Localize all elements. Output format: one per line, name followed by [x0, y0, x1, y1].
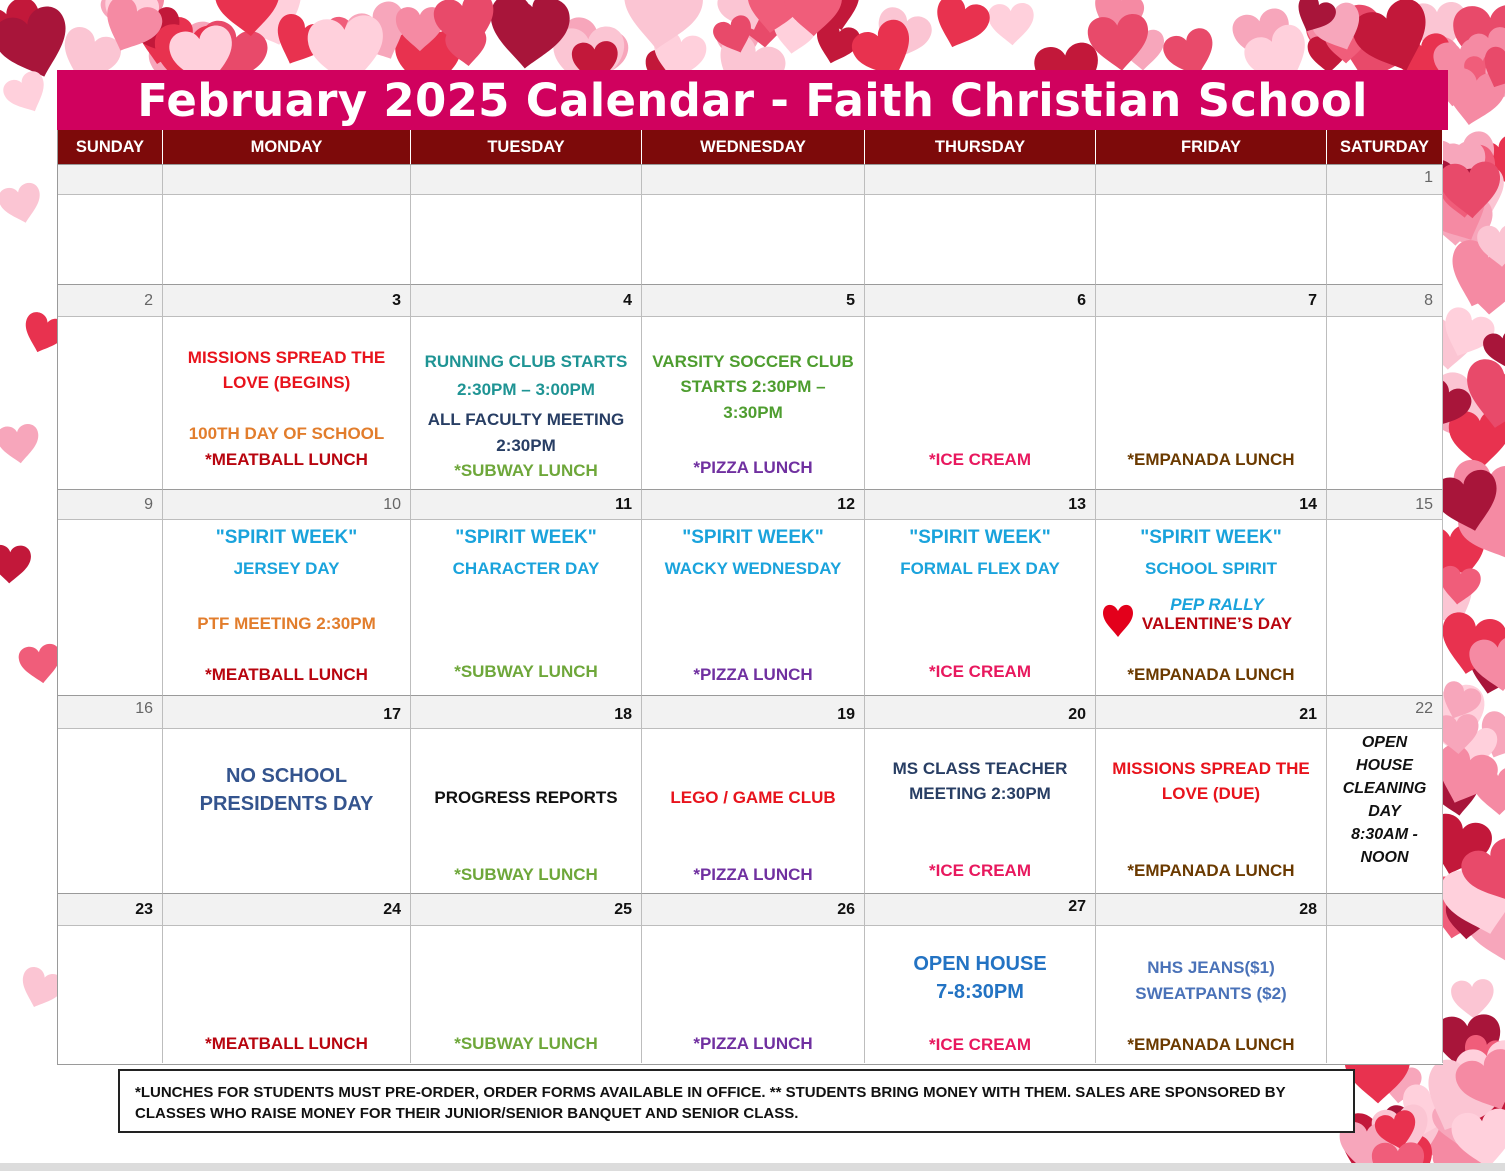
- date-number: 13: [865, 489, 1096, 520]
- event-text: PEP RALLY: [1170, 595, 1264, 614]
- footer-strip: [0, 1163, 1505, 1171]
- day-cell-tuesday: [411, 729, 642, 893]
- day-cell-saturday: [1327, 729, 1443, 893]
- date-number: 23: [58, 893, 163, 926]
- event-text: PRESIDENTS DAY: [199, 793, 374, 815]
- event-text: *PIZZA LUNCH: [693, 458, 813, 477]
- event-text: MISSIONS SPREAD THE: [187, 348, 386, 367]
- event-text: *EMPANADA LUNCH: [1127, 450, 1295, 469]
- date-number: 16: [58, 695, 163, 729]
- day-cell-wednesday: [642, 520, 865, 695]
- event-text: FORMAL FLEX DAY: [900, 559, 1060, 578]
- day-cell-friday: [1096, 729, 1327, 893]
- day-header-sunday: SUNDAY: [58, 130, 163, 164]
- event-text: NO SCHOOL: [225, 765, 348, 787]
- day-cell-monday: [163, 520, 411, 695]
- date-number: 9: [58, 489, 163, 520]
- date-number: 15: [1327, 489, 1443, 520]
- event-text: 3:30PM: [723, 403, 783, 422]
- day-cell-tuesday: [411, 317, 642, 489]
- day-cell-sunday: [58, 195, 163, 284]
- event-text: *SUBWAY LUNCH: [454, 662, 598, 681]
- day-cell-saturday: [1327, 317, 1443, 489]
- event-text: LEGO / GAME CLUB: [670, 788, 836, 807]
- day-cell-monday: [163, 729, 411, 893]
- date-number: 24: [163, 893, 411, 926]
- event-text: "SPIRIT WEEK": [215, 527, 358, 548]
- date-number: 22: [1327, 695, 1443, 729]
- event-text: *ICE CREAM: [928, 1035, 1031, 1054]
- event-text: *SUBWAY LUNCH: [454, 461, 598, 480]
- date-number: 10: [163, 489, 411, 520]
- date-number: 2: [58, 284, 163, 317]
- heart-shape: [1450, 978, 1495, 1020]
- event-text: LOVE (DUE): [1161, 784, 1261, 803]
- event-text: CHARACTER DAY: [452, 559, 600, 578]
- event-text: DAY: [1368, 803, 1401, 820]
- event-text: MS CLASS TEACHER: [892, 759, 1068, 778]
- date-number: [163, 164, 411, 195]
- event-text: *SUBWAY LUNCH: [454, 1034, 598, 1053]
- event-text: SCHOOL SPIRIT: [1145, 559, 1277, 578]
- calendar-title: February 2025 Calendar - Faith Christian School: [57, 70, 1448, 130]
- event-text: *ICE CREAM: [928, 450, 1031, 469]
- date-number: 4: [411, 284, 642, 317]
- day-cell-saturday: [1327, 195, 1443, 284]
- date-number: 3: [163, 284, 411, 317]
- event-text: NOON: [1360, 849, 1409, 866]
- event-text: *MEATBALL LUNCH: [205, 450, 368, 469]
- event-text: 8:30AM -: [1351, 826, 1418, 843]
- date-number: [865, 164, 1096, 195]
- day-cell-sunday: [58, 317, 163, 489]
- event-text: OPEN HOUSE: [913, 953, 1047, 975]
- day-cell-monday: [163, 195, 411, 284]
- event-text: PTF MEETING 2:30PM: [197, 614, 376, 633]
- heart-icon: [1102, 602, 1134, 638]
- event-text: "SPIRIT WEEK": [455, 527, 597, 548]
- event-text: 2:30PM – 3:00PM: [457, 380, 595, 399]
- day-cell-sunday: [58, 926, 163, 1063]
- event-text: MISSIONS SPREAD THE: [1112, 759, 1310, 778]
- day-cell-friday: [1096, 317, 1327, 489]
- event-text: MEETING 2:30PM: [909, 784, 1051, 803]
- date-number: 11: [411, 489, 642, 520]
- event-text: *ICE CREAM: [928, 861, 1031, 880]
- day-header-thursday: THURSDAY: [865, 130, 1096, 164]
- day-cell-friday: [1096, 926, 1327, 1063]
- event-text: *EMPANADA LUNCH: [1127, 665, 1295, 684]
- day-cell-tuesday: [411, 926, 642, 1063]
- day-cell-saturday: [1327, 926, 1443, 1063]
- day-cell-wednesday: [642, 729, 865, 893]
- date-number: [642, 164, 865, 195]
- event-text: *PIZZA LUNCH: [693, 865, 813, 884]
- day-cell-thursday: [865, 195, 1096, 284]
- event-text: JERSEY DAY: [233, 559, 340, 578]
- day-cell-tuesday: [411, 520, 642, 695]
- heart-shape: [988, 2, 1036, 46]
- event-text: ALL FACULTY MEETING: [427, 410, 625, 429]
- day-header-tuesday: TUESDAY: [411, 130, 642, 164]
- day-cell-saturday: [1327, 520, 1443, 695]
- event-text: HOUSE: [1356, 757, 1413, 774]
- heart-shape: [0, 68, 54, 120]
- day-cell-wednesday: [642, 317, 865, 489]
- event-text: *MEATBALL LUNCH: [205, 665, 368, 684]
- event-text: 100TH DAY OF SCHOOL: [188, 424, 385, 443]
- day-cell-thursday: [865, 317, 1096, 489]
- event-text: SWEATPANTS ($2): [1135, 984, 1287, 1003]
- event-text: *PIZZA LUNCH: [693, 1034, 813, 1053]
- day-cell-wednesday: [642, 926, 865, 1063]
- day-cell-sunday: [58, 520, 163, 695]
- date-number: 8: [1327, 284, 1443, 317]
- heart-shape: [927, 0, 993, 56]
- date-number: 26: [642, 893, 865, 926]
- event-text: *EMPANADA LUNCH: [1127, 861, 1295, 880]
- calendar-grid: [57, 130, 1443, 1065]
- date-number: 18: [411, 695, 642, 729]
- event-text: 2:30PM: [496, 436, 556, 455]
- event-text: *ICE CREAM: [928, 662, 1031, 681]
- day-cell-monday: [163, 926, 411, 1063]
- event-text: "SPIRIT WEEK": [909, 527, 1051, 548]
- event-text: STARTS 2:30PM –: [680, 377, 826, 396]
- event-text: *SUBWAY LUNCH: [454, 865, 598, 884]
- date-number: 6: [865, 284, 1096, 317]
- lunch-note: *LUNCHES FOR STUDENTS MUST PRE-ORDER, ORDER FORMS AVAILABLE IN OFFICE. ** STUDENTS BRING MONEY WITH THEM. SALES ARE SPONSORED BY CLASSES WHO RAISE MONEY FOR THEIR JUNIOR/SENIOR BANQUET AND SENIOR CLASS.: [118, 1069, 1355, 1133]
- day-header-saturday: SATURDAY: [1327, 130, 1443, 164]
- event-text: VARSITY SOCCER CLUB: [652, 352, 854, 371]
- date-number: 19: [642, 695, 865, 729]
- date-number: 27: [865, 893, 1096, 926]
- day-header-wednesday: WEDNESDAY: [642, 130, 865, 164]
- date-number: 21: [1096, 695, 1327, 729]
- day-cell-sunday: [58, 729, 163, 893]
- day-cell-monday: [163, 317, 411, 489]
- event-text: LOVE (BEGINS): [222, 373, 351, 392]
- date-number: [1096, 164, 1327, 195]
- day-cell-thursday: [865, 926, 1096, 1063]
- event-text: 7-8:30PM: [936, 981, 1024, 1003]
- day-cell-friday: [1096, 520, 1327, 695]
- heart-shape: [0, 545, 31, 585]
- day-cell-thursday: [865, 729, 1096, 893]
- date-number: [1327, 893, 1443, 926]
- event-text: *PIZZA LUNCH: [693, 665, 813, 684]
- heart-shape: [0, 423, 41, 466]
- date-number: 20: [865, 695, 1096, 729]
- day-cell-thursday: [865, 520, 1096, 695]
- event-text: NHS JEANS($1): [1147, 958, 1275, 977]
- date-number: [58, 164, 163, 195]
- date-number: 17: [163, 695, 411, 729]
- day-cell-friday: [1096, 195, 1327, 284]
- day-header-friday: FRIDAY: [1096, 130, 1327, 164]
- event-text: PROGRESS REPORTS: [434, 788, 618, 807]
- date-number: 14: [1096, 489, 1327, 520]
- date-number: 7: [1096, 284, 1327, 317]
- event-text: "SPIRIT WEEK": [1140, 527, 1282, 548]
- date-number: 1: [1327, 164, 1443, 195]
- day-header-monday: MONDAY: [163, 130, 411, 164]
- event-text: CLEANING: [1342, 780, 1427, 797]
- event-text: OPEN: [1361, 734, 1408, 751]
- date-number: [411, 164, 642, 195]
- day-cell-tuesday: [411, 195, 642, 284]
- date-number: 5: [642, 284, 865, 317]
- event-text: VALENTINE’S DAY: [1141, 614, 1293, 633]
- event-text: *EMPANADA LUNCH: [1127, 1035, 1295, 1054]
- event-text: WACKY WEDNESDAY: [664, 559, 842, 578]
- date-number: 12: [642, 489, 865, 520]
- date-number: 25: [411, 893, 642, 926]
- event-text: RUNNING CLUB STARTS: [424, 352, 628, 371]
- event-text: "SPIRIT WEEK": [682, 527, 824, 548]
- heart-shape: [0, 181, 46, 228]
- event-text: *MEATBALL LUNCH: [205, 1034, 368, 1053]
- day-cell-wednesday: [642, 195, 865, 284]
- date-number: 28: [1096, 893, 1327, 926]
